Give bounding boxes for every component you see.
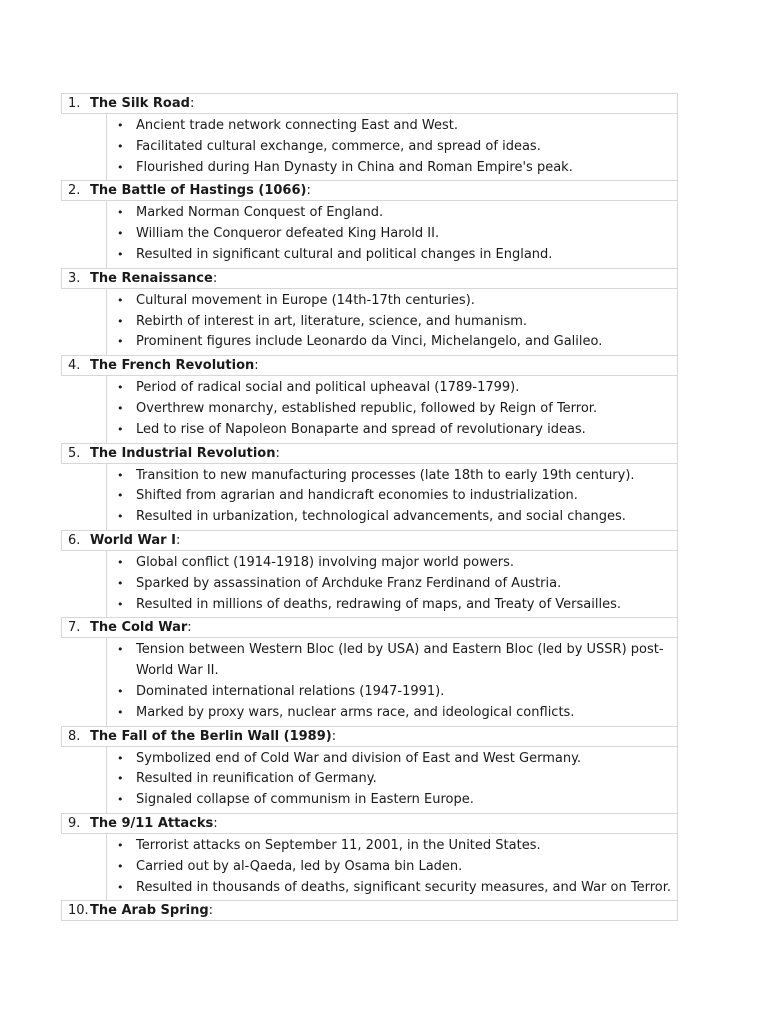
bullet-text: Flourished during Han Dynasty in China and Roman Empire's peak. (136, 159, 573, 175)
bullet-dot-icon: • (117, 793, 124, 807)
item-number: 10. (68, 903, 89, 919)
bullet-dot-icon: • (117, 314, 124, 328)
bullet-dot-icon: • (117, 119, 124, 132)
bullet-list (107, 291, 671, 353)
bullet-item (107, 682, 671, 703)
bullet-dot-icon: • (117, 468, 124, 482)
bullet-text: Shifted from agrarian and handicraft economies to industrialization. (136, 488, 578, 504)
bullet-dot-icon: • (117, 206, 124, 220)
bullet-text: Resulted in millions of deaths, redrawing of maps, and Treaty of Versailles. (136, 596, 621, 612)
bullet-item (107, 399, 671, 420)
bullet-text: Prominent figures include Leonardo da Vinci, Michelangelo, and Galileo. (136, 334, 603, 350)
item-number: 2. (68, 183, 81, 199)
bullet-text: Resulted in significant cultural and political changes in England. (136, 246, 553, 262)
item-title-colon: : (189, 96, 195, 111)
bullet-item (107, 224, 671, 245)
item-title-colon: : (331, 728, 337, 744)
list-item-heading (61, 617, 678, 638)
bullet-text: Led to rise of Napoleon Bonaparte and spread of revolutionary ideas. (136, 421, 586, 437)
bullet-dot-icon: • (117, 576, 124, 590)
list-item-heading (61, 530, 678, 551)
bullet-dot-icon: • (117, 597, 124, 611)
bullet-text: Facilitated cultural exchange, commerce, and spread of ideas. (136, 138, 541, 154)
bullet-item (107, 137, 671, 158)
bullet-item (107, 116, 671, 137)
bullet-dot-icon: • (117, 643, 124, 657)
bullet-text: Resulted in urbanization, technological advancements, and social changes. (136, 509, 626, 525)
item-title-line (90, 903, 213, 919)
bullet-item (107, 486, 671, 507)
bullet-item (107, 574, 671, 595)
bullet-list (107, 378, 671, 440)
bullet-item (107, 420, 671, 441)
bullet-item (107, 595, 671, 616)
bullet-dot-icon: • (117, 401, 124, 415)
item-number: 9. (68, 815, 81, 831)
list-item-heading (61, 443, 678, 464)
bullet-item (107, 378, 671, 399)
bullet-item (107, 749, 671, 770)
bullet-dot-icon: • (117, 751, 124, 765)
item-title: The Battle of Hastings (1066) (90, 183, 307, 199)
bullet-text: Dominated international relations (1947-1991). (136, 683, 445, 699)
item-title-colon: : (306, 183, 311, 199)
bullet-list (107, 640, 671, 723)
bullet-block (106, 834, 678, 901)
bullet-text: Cultural movement in Europe (14th-17th centuries). (136, 292, 475, 308)
item-title: The Arab Spring (90, 903, 209, 919)
bullet-block (106, 551, 678, 618)
bullet-text: Marked Norman Conquest of England. (136, 205, 384, 221)
item-title: World War I (90, 532, 176, 548)
item-number: 4. (68, 358, 81, 374)
bullet-dot-icon: • (117, 160, 124, 174)
list-item-heading (61, 900, 678, 921)
bullet-text: Global conflict (1914-1918) involving major world powers. (136, 554, 514, 570)
item-number: 5. (68, 445, 81, 461)
bullet-block (106, 464, 678, 531)
item-title-colon: : (213, 815, 218, 831)
item-title: The Cold War (90, 620, 188, 636)
item-title-colon: : (254, 358, 259, 374)
bullet-text: Transition to new manufacturing processes (late 18th to early 19th century). (136, 467, 635, 483)
bullet-text: Overthrew monarchy, established republic, followed by Reign of Terror. (136, 400, 598, 416)
bullet-block (106, 747, 678, 814)
item-title-line (90, 533, 180, 549)
bullet-list (107, 836, 671, 898)
item-title-colon: : (175, 532, 181, 548)
bullet-text: Resulted in thousands of deaths, significant security measures, and War on Terror. (136, 879, 672, 895)
bullet-item (107, 245, 671, 266)
event-list (61, 93, 678, 921)
list-item-heading (61, 355, 678, 376)
bullet-list (107, 749, 671, 811)
item-title-line (90, 271, 217, 287)
list-item-heading (61, 180, 678, 201)
item-title-line (90, 729, 336, 745)
bullet-dot-icon: • (117, 705, 124, 719)
bullet-text: Rebirth of interest in art, literature, science, and humanism. (136, 313, 528, 329)
bullet-dot-icon: • (117, 381, 124, 395)
bullet-item (107, 507, 671, 528)
bullet-item (107, 790, 671, 811)
bullet-dot-icon: • (117, 772, 124, 786)
bullet-item (107, 466, 671, 487)
bullet-text: Signaled collapse of communism in Eastern Europe. (136, 792, 474, 808)
bullet-text: Symbolized end of Cold War and division of East and West Germany. (136, 750, 582, 766)
bullet-dot-icon: • (117, 227, 124, 241)
bullet-dot-icon: • (117, 880, 124, 894)
bullet-text: Terrorist attacks on September 11, 2001, in the United States. (136, 837, 541, 853)
item-title-colon: : (208, 903, 214, 919)
bullet-block (106, 376, 678, 443)
bullet-text: Sparked by assassination of Archduke Franz Ferdinand of Austria. (136, 575, 562, 591)
item-title: The Industrial Revolution (90, 445, 276, 461)
item-title-colon: : (275, 445, 280, 461)
item-title-line (90, 816, 218, 832)
item-number: 1. (68, 96, 81, 111)
bullet-item (107, 878, 671, 899)
item-number: 8. (68, 728, 81, 744)
bullet-block (106, 114, 678, 181)
item-title-colon: : (212, 270, 218, 286)
item-number: 6. (68, 532, 81, 548)
item-title-line (90, 96, 194, 112)
bullet-block (106, 638, 678, 726)
bullet-item (107, 836, 671, 857)
bullet-block (106, 289, 678, 356)
bullet-dot-icon: • (117, 859, 124, 873)
item-title-line (90, 183, 311, 199)
bullet-item (107, 703, 671, 724)
bullet-dot-icon: • (117, 684, 124, 698)
item-title: The Silk Road (90, 96, 190, 111)
item-title-line (90, 358, 259, 374)
bullet-item (107, 553, 671, 574)
bullet-text: Ancient trade network connecting East and West. (136, 118, 458, 133)
item-number: 3. (68, 270, 81, 286)
bullet-dot-icon: • (117, 489, 124, 503)
item-title-colon: : (187, 620, 192, 636)
item-title: The Fall of the Berlin Wall (1989) (90, 728, 332, 744)
bullet-list (107, 466, 671, 528)
list-item-heading (61, 726, 678, 747)
bullet-dot-icon: • (117, 510, 124, 524)
bullet-text: Resulted in reunification of Germany. (136, 771, 377, 787)
bullet-item (107, 857, 671, 878)
item-title: The French Revolution (90, 358, 255, 374)
bullet-list (107, 203, 671, 265)
item-title: The Renaissance (90, 270, 213, 286)
list-item-heading (61, 93, 678, 114)
bullet-text: Carried out by al-Qaeda, led by Osama bin Laden. (136, 858, 463, 874)
item-number: 7. (68, 620, 81, 636)
bullet-item (107, 158, 671, 179)
bullet-item (107, 203, 671, 224)
bullet-item (107, 640, 671, 682)
bullet-item (107, 769, 671, 790)
bullet-item (107, 312, 671, 333)
bullet-dot-icon: • (117, 247, 124, 261)
bullet-dot-icon: • (117, 838, 124, 852)
list-item-heading (61, 813, 678, 834)
bullet-list (107, 116, 671, 178)
bullet-text: Period of radical social and political upheaval (1789-1799). (136, 380, 520, 396)
bullet-list (107, 553, 671, 615)
bullet-text: Tension between Western Bloc (led by USA) and Eastern Bloc (led by USSR) post-World War II. (136, 642, 664, 679)
item-title-line (90, 446, 280, 462)
bullet-item (107, 332, 671, 353)
bullet-dot-icon: • (117, 555, 124, 569)
bullet-dot-icon: • (117, 139, 124, 153)
bullet-block (106, 201, 678, 268)
bullet-dot-icon: • (117, 335, 124, 349)
bullet-text: Marked by proxy wars, nuclear arms race, and ideological conflicts. (136, 704, 575, 720)
bullet-dot-icon: • (117, 293, 124, 307)
bullet-dot-icon: • (117, 422, 124, 436)
bullet-item (107, 291, 671, 312)
list-item-heading (61, 268, 678, 289)
bullet-text: William the Conqueror defeated King Harold II. (136, 226, 440, 242)
item-title-line (90, 620, 192, 636)
item-title: The 9/11 Attacks (90, 815, 214, 831)
